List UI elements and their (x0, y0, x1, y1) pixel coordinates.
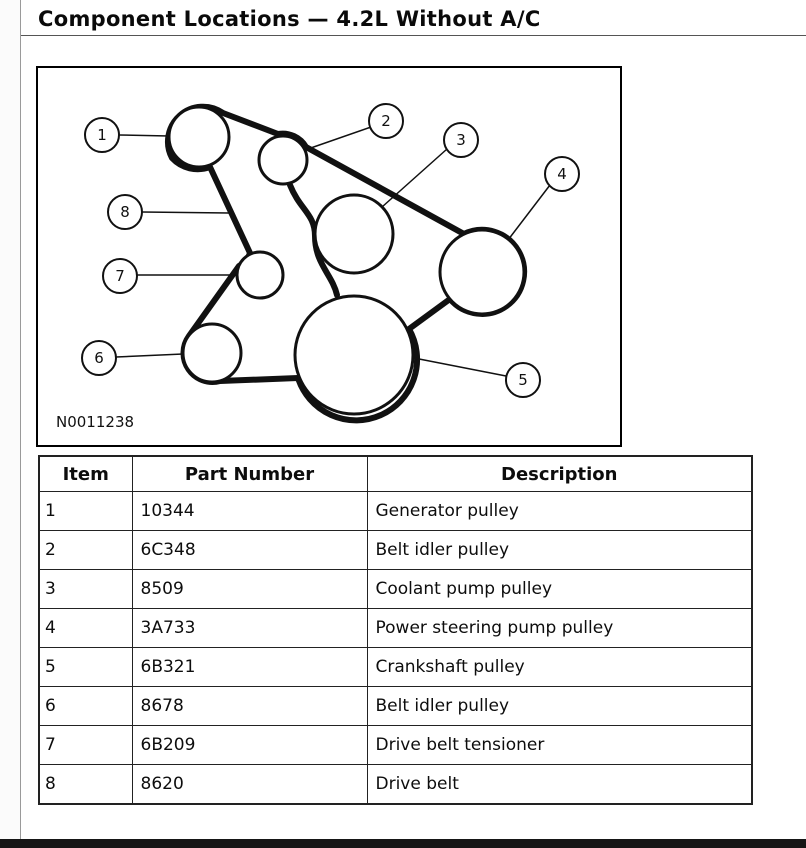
callout-7 (103, 259, 137, 293)
table-row (39, 570, 752, 609)
cell-part-number: 8509 (132, 570, 367, 609)
callout-8-label: 8 (120, 203, 130, 221)
table-row (39, 765, 752, 805)
crankshaft-pulley (295, 296, 413, 414)
power-steering-pump-pulley (440, 230, 524, 314)
page-left-margin (0, 0, 21, 848)
column-header-description: Description (367, 456, 752, 492)
cell-description: Generator pulley (367, 492, 752, 531)
parts-table-header-row (39, 456, 752, 492)
page-header (21, 0, 806, 36)
drive-belt-tensioner (237, 252, 283, 298)
column-header-item: Item (39, 456, 132, 492)
table-row (39, 726, 752, 765)
callout-3-label: 3 (456, 131, 466, 149)
column-header-part-number: Part Number (132, 456, 367, 492)
generator-pulley (169, 107, 229, 167)
coolant-pump-pulley (315, 195, 393, 273)
cell-item: 8 (39, 765, 132, 805)
callout-8 (108, 195, 142, 229)
belt-idler-pulley-lower (183, 324, 241, 382)
cell-item: 7 (39, 726, 132, 765)
table-row (39, 648, 752, 687)
cell-description: Drive belt tensioner (367, 726, 752, 765)
cell-description: Belt idler pulley (367, 687, 752, 726)
cell-part-number: 6C348 (132, 531, 367, 570)
cell-description: Drive belt (367, 765, 752, 805)
callout-5 (506, 363, 540, 397)
callout-6-label: 6 (94, 349, 104, 367)
cell-description: Crankshaft pulley (367, 648, 752, 687)
cell-item: 5 (39, 648, 132, 687)
belt-routing-figure (36, 66, 622, 447)
cell-part-number: 6B209 (132, 726, 367, 765)
cell-description: Belt idler pulley (367, 531, 752, 570)
callout-4-label: 4 (557, 165, 567, 183)
bottom-edge-bar (0, 839, 806, 848)
figure-id-label: N0011238 (56, 413, 135, 431)
callout-2-label: 2 (381, 112, 391, 130)
belt-idler-pulley-upper (259, 136, 307, 184)
callout-4 (545, 157, 579, 191)
belt-routing-diagram (38, 68, 620, 445)
callout-7-label: 7 (115, 267, 125, 285)
table-row (39, 609, 752, 648)
cell-description: Power steering pump pulley (367, 609, 752, 648)
callout-6 (82, 341, 116, 375)
cell-part-number: 10344 (132, 492, 367, 531)
page-title: Component Locations — 4.2L Without A/C (38, 7, 541, 31)
callout-3 (444, 123, 478, 157)
cell-item: 4 (39, 609, 132, 648)
callout-1-label: 1 (97, 126, 107, 144)
table-row (39, 531, 752, 570)
cell-part-number: 6B321 (132, 648, 367, 687)
cell-item: 3 (39, 570, 132, 609)
cell-part-number: 3A733 (132, 609, 367, 648)
cell-item: 1 (39, 492, 132, 531)
table-row (39, 492, 752, 531)
cell-description: Coolant pump pulley (367, 570, 752, 609)
cell-item: 6 (39, 687, 132, 726)
cell-part-number: 8620 (132, 765, 367, 805)
cell-part-number: 8678 (132, 687, 367, 726)
table-row (39, 687, 752, 726)
callout-5-label: 5 (518, 371, 528, 389)
cell-item: 2 (39, 531, 132, 570)
callout-2 (369, 104, 403, 138)
parts-table (38, 455, 753, 805)
callout-1 (85, 118, 119, 152)
